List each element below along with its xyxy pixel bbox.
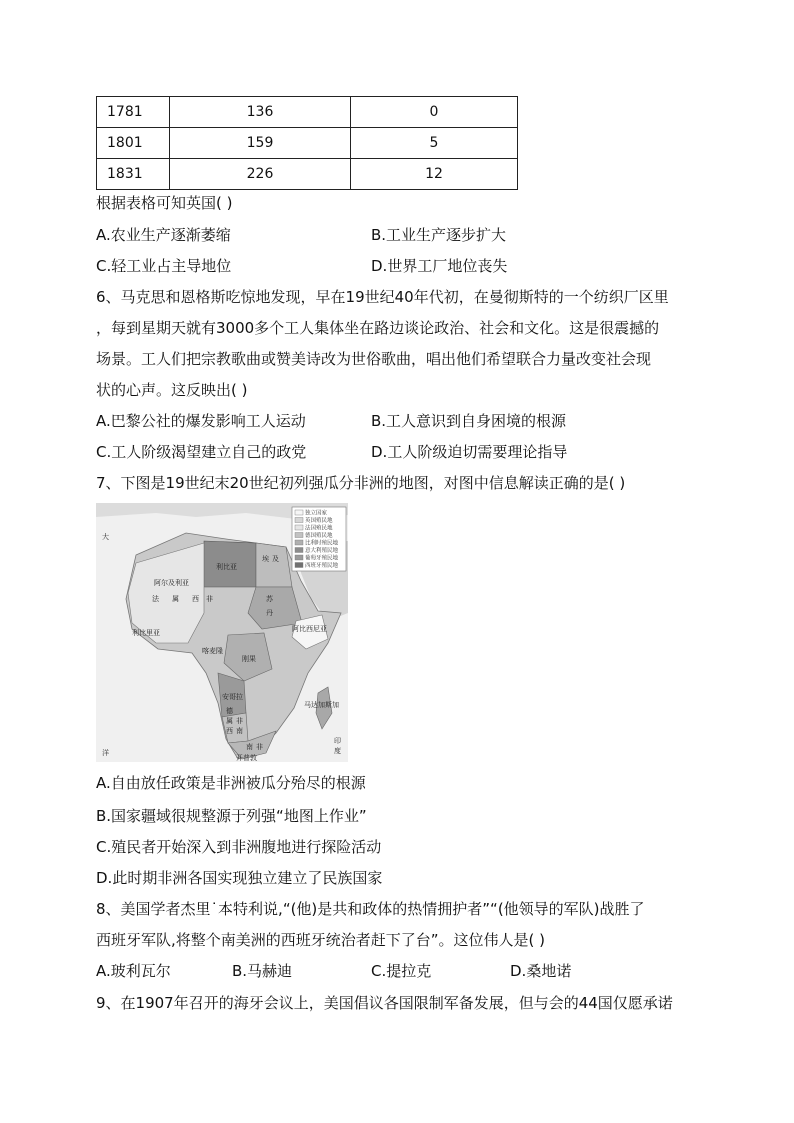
q6-option-a[interactable]: A.巴黎公社的爆发影响工人运动	[96, 412, 306, 430]
q6-line: 场景。工人们把宗教歌曲或赞美诗改为世俗歌曲，唱出他们希望联合力量改变社会现	[96, 350, 652, 368]
map-label: 开普敦	[236, 754, 257, 762]
map-label: 洋	[102, 749, 109, 757]
egypt-region	[256, 543, 292, 587]
legend-label: 葡萄牙殖民地	[305, 555, 339, 562]
map-label: 属	[172, 595, 179, 603]
q5-prompt: 根据表格可知英国( )	[96, 194, 233, 212]
map-label: 非	[256, 743, 263, 751]
q8-option-b[interactable]: B.马赫迪	[232, 962, 293, 980]
q6-option-d[interactable]: D.工人阶级迫切需要理论指导	[371, 443, 568, 461]
map-label: 南	[246, 743, 253, 751]
q8-line: 西班牙军队,将整个南美洲的西班牙统治者赶下了台”。这位伟人是( )	[96, 931, 546, 949]
map-label: 德	[226, 707, 233, 715]
legend-label: 西班牙殖民地	[305, 563, 339, 569]
sudan-region	[248, 587, 302, 629]
q7-option-b[interactable]: B.国家疆域很规整源于列强“地图上作业”	[96, 807, 367, 825]
q6-option-b[interactable]: B.工人意识到自身困境的根源	[371, 412, 567, 430]
q6-line: ，每到星期天就有3000多个工人集体坐在路边谈论政治、社会和文化。这是很震撼的	[96, 319, 660, 337]
legend-label: 德国殖民地	[305, 533, 333, 539]
map-label: 西	[226, 727, 233, 735]
map-label: 马达加斯加	[304, 701, 339, 709]
table-cell: 0	[351, 97, 518, 128]
map-label: 苏	[266, 595, 273, 603]
map-label: 阿比西尼亚	[292, 625, 327, 633]
q7-prompt: 7、下图是19世纪末20世纪初列强瓜分非洲的地图，对图中信息解读正确的是( )	[96, 474, 626, 492]
table-cell: 136	[170, 97, 351, 128]
table-cell: 12	[351, 159, 518, 190]
q6-option-c[interactable]: C.工人阶级渴望建立自己的政党	[96, 443, 307, 461]
map-label: 及	[272, 555, 279, 563]
map-label: 埃	[262, 555, 269, 563]
map-label: 非	[236, 717, 243, 725]
map-label: 非	[206, 595, 213, 603]
map-label: 度	[334, 747, 341, 755]
q5-option-d[interactable]: D.世界工厂地位丧失	[371, 257, 508, 275]
table-cell: 1781	[97, 97, 170, 128]
map-label: 丹	[266, 609, 273, 617]
q7-option-d[interactable]: D.此时期非洲各国实现独立建立了民族国家	[96, 869, 383, 887]
map-label: 属	[226, 717, 233, 725]
table-row	[97, 128, 518, 159]
map-label: 大	[102, 533, 109, 541]
table-cell: 5	[351, 128, 518, 159]
map-label: 法	[152, 595, 159, 603]
q8-option-d[interactable]: D.桑地诺	[510, 962, 572, 980]
table-cell: 1801	[97, 128, 170, 159]
q5-option-b[interactable]: B.工业生产逐步扩大	[371, 226, 507, 244]
q7-option-c[interactable]: C.殖民者开始深入到非洲腹地进行探险活动	[96, 838, 382, 856]
q9-line: 9、在1907年召开的海牙会议上，美国倡议各国限制军备发展，但与会的44国仅愿承诺	[96, 994, 673, 1012]
map-label: 安哥拉	[222, 693, 243, 701]
table-cell: 1831	[97, 159, 170, 190]
map-label: 利比里亚	[132, 629, 160, 637]
legend-label: 独立国家	[305, 510, 328, 517]
q8-line: 8、美国学者杰里˙本特利说,“(他)是共和政体的热情拥护者”“(他领导的军队)战胜了	[96, 900, 645, 918]
q5-option-c[interactable]: C.轻工业占主导地位	[96, 257, 232, 275]
map-label: 阿尔及利亚	[154, 579, 189, 587]
q8-option-a[interactable]: A.玻利瓦尔	[96, 962, 171, 980]
q5-option-a[interactable]: A.农业生产逐渐萎缩	[96, 226, 231, 244]
table-cell: 159	[170, 128, 351, 159]
q7-option-a[interactable]: A.自由放任政策是非洲被瓜分殆尽的根源	[96, 774, 366, 792]
map-label: 利比亚	[216, 563, 237, 571]
legend-label: 意大利殖民地	[305, 548, 339, 554]
table-row	[97, 97, 518, 128]
map-label: 印	[334, 737, 341, 745]
q6-line: 6、马克思和恩格斯吃惊地发现，早在19世纪40年代初，在曼彻斯特的一个纺织厂区里	[96, 288, 669, 306]
map-label: 刚果	[242, 655, 256, 663]
legend-label: 英国殖民地	[305, 518, 333, 524]
legend-label: 法国殖民地	[305, 525, 333, 532]
africa-partition-map	[96, 503, 348, 762]
map-label: 南	[236, 727, 243, 735]
q6-line: 状的心声。这反映出( )	[96, 381, 248, 399]
legend-label: 比利时殖民地	[305, 540, 339, 547]
data-table	[96, 96, 518, 190]
table-row	[97, 159, 518, 190]
map-label: 西	[192, 595, 199, 603]
table-cell: 226	[170, 159, 351, 190]
map-label: 喀麦隆	[202, 647, 223, 655]
q8-option-c[interactable]: C.提拉克	[371, 962, 432, 980]
